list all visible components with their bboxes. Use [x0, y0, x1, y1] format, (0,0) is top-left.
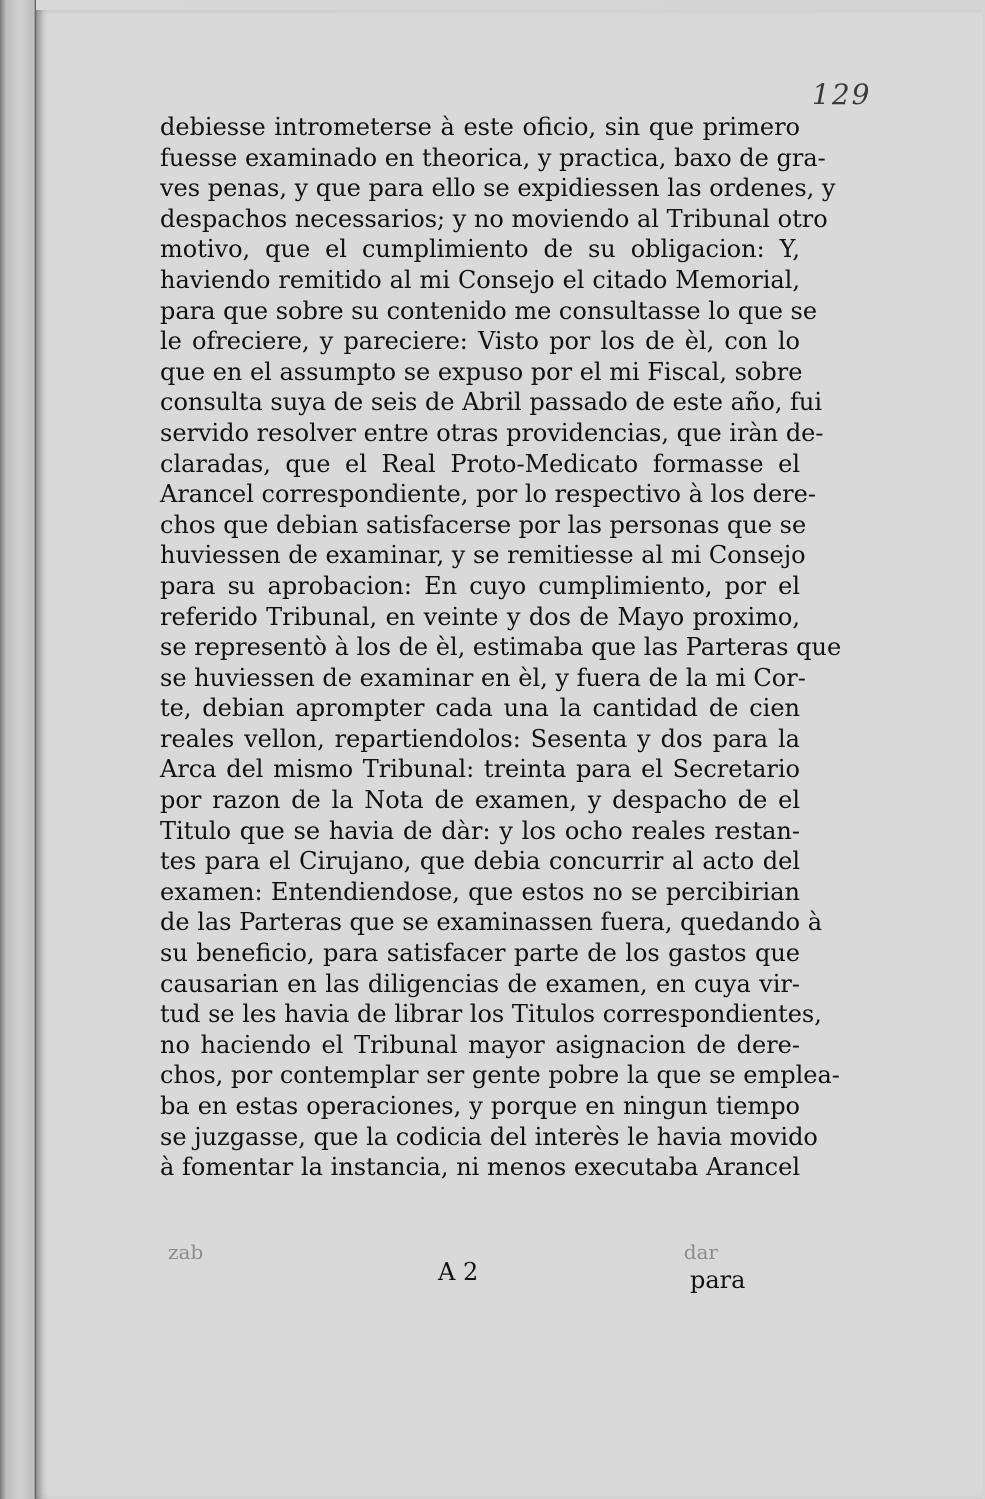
text-line: fuesse examinado en theorica, y practica, baxo de gra-	[160, 143, 826, 172]
signature-mark: A 2	[438, 1258, 479, 1286]
text-line: referido Tribunal, en veinte y dos de Mayo proximo,	[160, 602, 800, 631]
text-line: por razon de la Nota de examen, y despacho de el	[160, 786, 800, 815]
text-line: examen: Entendiendose, que estos no se percibirian	[160, 877, 800, 906]
text-line: le ofreciere, y pareciere: Visto por los de èl, con lo	[160, 327, 800, 356]
folio-number: 129	[812, 78, 872, 111]
text-line: tes para el Cirujano, que debia concurrir al acto del	[160, 847, 800, 876]
body-text	[160, 112, 842, 1183]
text-line: se juzgasse, que la codicia del interès le havia movido	[160, 1122, 818, 1151]
text-line: para su aprobacion: En cuyo cumplimiento, por el	[160, 571, 800, 600]
bleed-through-left: zab	[168, 1240, 204, 1264]
text-line: chos, por contemplar ser gente pobre la que se emplea-	[160, 1061, 840, 1090]
text-line: debiesse intrometerse à este oficio, sin que primero	[160, 113, 800, 141]
text-line: à fomentar la instancia, ni menos executaba Arancel	[160, 1153, 800, 1182]
text-line: se huviessen de examinar en èl, y fuera de la mi Cor-	[160, 663, 806, 692]
text-line: Arancel correspondiente, por lo respectivo à los dere-	[160, 480, 816, 509]
text-line: su beneficio, para satisfacer parte de los gastos que	[160, 939, 800, 968]
text-line: ba en estas operaciones, y porque en ningun tiempo	[160, 1092, 800, 1120]
text-line: de las Parteras que se examinassen fuera, quedando à	[160, 908, 823, 937]
text-line: ves penas, y que para ello se expidiessen las ordenes, y	[160, 174, 836, 203]
text-line: haviendo remitido al mi Consejo el citado Memorial,	[160, 265, 800, 294]
text-line: tud se les havia de librar los Titulos correspondientes,	[160, 1000, 822, 1029]
text-line: despachos necessarios; y no moviendo al Tribunal otro	[160, 204, 828, 233]
text-line: servido resolver entre otras providencias, que iràn de-	[160, 418, 824, 447]
bleed-through-right: dar	[683, 1240, 718, 1264]
text-line: consulta suya de seis de Abril passado de este año, fui	[160, 388, 823, 417]
text-line: huviessen de examinar, y se remitiesse al mi Consejo	[160, 541, 806, 570]
text-line: motivo, que el cumplimiento de su obligacion: Y,	[160, 235, 800, 264]
catchword: para	[690, 1266, 746, 1294]
text-line: te, debian aprompter cada una la cantidad de cien	[160, 694, 800, 723]
text-line: se representò à los de èl, estimaba que las Parteras que	[160, 633, 842, 662]
text-line: chos que debian satisfacerse por las personas que se	[160, 510, 807, 539]
text-line: para que sobre su contenido me consultasse lo que se	[160, 296, 818, 325]
text-line: no haciendo el Tribunal mayor asignacion de dere-	[160, 1030, 800, 1059]
previous-page-edge	[0, 0, 36, 1499]
text-line: reales vellon, repartiendolos: Sesenta y dos para la	[160, 724, 800, 753]
text-line: causarian en las diligencias de examen, en cuya vir-	[160, 969, 800, 998]
text-line: que en el assumpto se expuso por el mi Fiscal, sobre	[160, 357, 803, 386]
text-line: Titulo que se havia de dàr: y los ocho reales restan-	[160, 816, 800, 845]
text-line: claradas, que el Real Proto-Medicato formasse el	[160, 449, 800, 478]
text-line: Arca del mismo Tribunal: treinta para el Secretario	[160, 755, 800, 784]
